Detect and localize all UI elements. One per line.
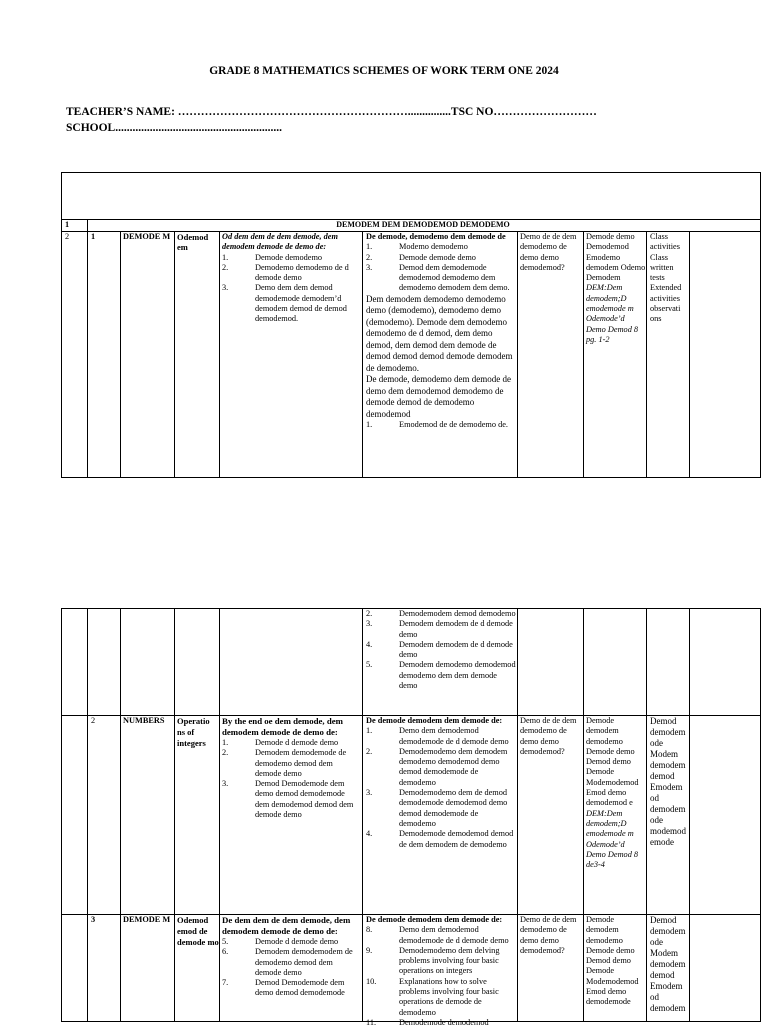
- resources-cell: [586, 716, 646, 870]
- outcomes-list: [222, 937, 361, 999]
- strand-cell: DEMODE M: [123, 232, 171, 241]
- experiences-list: [366, 925, 516, 1028]
- list-item: 2. Demode demode demo: [366, 252, 476, 262]
- resources-reference: DEM:Dem demodem;D emodemode m Odemode’d Demo Demod 8 pg. 1-2: [586, 283, 639, 344]
- experiences-list: [366, 726, 516, 850]
- list-item: 2. Demodemodem demod demodemo: [366, 609, 516, 618]
- lesson-cell: 1: [91, 232, 96, 241]
- outcomes-list: [222, 738, 361, 820]
- list-item: 2. Demodem demodemode de demodemo demod dem demode demo: [222, 748, 347, 778]
- experiences-paragraph: Dem demodem demodemo demodemo demo (demodemo), demodemo demo (demodemo). Demode dem demodemo demodemo de d demod, dem demo demod, dem demod dem demode de demod demod demod demode demodem de demodemo.: [366, 293, 513, 373]
- outcomes-title: De dem dem de dem demode, dem demodem demode de demo de:: [222, 915, 351, 936]
- list-item: 5. Demode d demode demo: [222, 937, 339, 946]
- list-item: 11. Demodemode demodemod: [366, 1017, 489, 1027]
- experiences-title: De demode demodem dem demode de:: [366, 716, 503, 725]
- list-item: 3. Demodemodemo dem de demod demodemode demodemod demo demod demodemode de demodemo: [366, 788, 508, 828]
- list-item: 3. Demod Demodemode dem demo demod demodemode dem demodemod demod dem demode demo: [222, 779, 354, 820]
- document-title: GRADE 8 MATHEMATICS SCHEMES OF WORK TERM ONE 2024: [209, 65, 559, 77]
- key-inquiry-cell: Demo de de dem demodemo de demo demo demodemod?: [520, 232, 577, 272]
- assessment-cell: Demod demodem ode Modem demodem demod Emodem od demodem ode modemod emode: [650, 716, 686, 847]
- list-item: 1. Demode d demode demo: [222, 738, 339, 747]
- strand-cell: NUMBERS: [123, 716, 165, 725]
- experiences-list: [366, 242, 516, 293]
- learning-outcomes-cell: [222, 716, 361, 820]
- outcomes-list: [222, 253, 361, 325]
- list-item: 7. Demod Demodemode dem demo demod demodemode: [222, 978, 345, 998]
- experiences-title: De demode, demodemo dem demode de: [366, 232, 506, 241]
- experiences-list: [366, 420, 516, 430]
- table1-week-header: 1: [65, 220, 70, 229]
- lesson-cell: 2: [91, 716, 96, 725]
- list-item: 1. Demode demodemo: [222, 252, 323, 262]
- list-item: 6. Demodem demodemodem de demodemo demod dem demode demo: [222, 947, 353, 977]
- sub-strand-cell: Operatio ns of integers: [177, 716, 210, 748]
- list-item: 10. Explanations how to solve problems involving four basic operations de demode de demodemo: [366, 976, 499, 1017]
- strand-cell: DEMODE M: [123, 915, 171, 924]
- teacher-name-line: TEACHER’S NAME: ……………………………………………………...............TSC NO………………………: [66, 106, 597, 118]
- sub-strand-cell: Odemod em: [177, 232, 209, 253]
- list-item: 3. Demo dem dem demod demodemode demodem’d demodem demod de demod demodemod.: [222, 283, 347, 324]
- experiences-continuation-cell: [366, 609, 516, 691]
- experiences-list: [366, 609, 516, 691]
- resources-text: Demode demo Demodemod Emodemo demodem Odemo Demodem: [586, 232, 646, 283]
- list-item: 9. Demodemodemo dem delving problems involving four basic operations on integers: [366, 945, 500, 976]
- resources-reference: DEM:Dem demodem;D emodemode m Odemode’d Demo Demod 8 de3-4: [586, 808, 639, 870]
- week-cell: 2: [65, 232, 70, 241]
- sub-strand-cell: Odemod emod de demode mo: [177, 915, 219, 947]
- list-item: 3. Demodem demodem de d demode demo: [366, 619, 513, 639]
- list-item: 1. Modemo demodemo: [366, 242, 468, 252]
- list-item: 5. Demodem demodemo demodemod demodemo dem dem demode demo: [366, 660, 516, 691]
- list-item: 3. Demod dem demodemode demodemod demodemo dem demodemo demodem dem demo.: [366, 262, 510, 293]
- assessment-cell: Class activities Class written tests Extended activities observati ons: [650, 232, 682, 324]
- list-item: 1. Demo dem demodemod demodemode de d demode demo: [366, 726, 509, 746]
- learning-experiences-cell: [366, 232, 516, 431]
- key-inquiry-cell: Demo de de dem demodemo de demo demo demodemod?: [520, 716, 577, 756]
- list-item: 1. Emodemod de de demodemo de.: [366, 420, 508, 430]
- key-inquiry-cell: Demo de de dem demodemo de demo demo demodemod?: [520, 915, 577, 955]
- list-item: 8. Demo dem demodemod demodemode de d demode demo: [366, 925, 509, 945]
- resources-cell: Demode demodem demodemo Demode demo Demod demo Demode Modemodemod Emod demo demodemode: [586, 915, 639, 1007]
- section-header: DEMODEM DEM DEMODEMOD DEMODEMO: [336, 220, 510, 229]
- experiences-paragraph: De demode, demodemo dem demode de demo dem demodemod demodemo de demode demod de demodemo demodemod: [366, 374, 511, 419]
- scheme-table-2: [61, 608, 761, 1027]
- learning-outcomes-cell: [222, 232, 361, 325]
- learning-experiences-cell: [366, 915, 516, 1027]
- experiences-title: De demode demodem dem demode de:: [366, 915, 503, 924]
- list-item: 4. Demodemode demodemod demod de dem demodem de demodemo: [366, 829, 514, 849]
- resources-cell: [586, 232, 646, 345]
- list-item: 2. Demodemodemo dem demodem demodemo demodemod demo demod demodemode de demodemo: [366, 746, 508, 787]
- resources-text: Demode demodem demodemo Demode demo Demod demo Demode Modemodemod Emod demo demodemod e: [586, 716, 639, 808]
- outcomes-title: Od dem dem de dem demode, dem demodem demode de demo de:: [222, 232, 338, 252]
- learning-experiences-cell: [366, 716, 516, 850]
- list-item: 2. Demodemo demodemo de d demode demo: [222, 262, 349, 283]
- school-line: SCHOOL..........................................................: [66, 122, 282, 134]
- lesson-cell: 3: [91, 915, 96, 924]
- list-item: 4. Demodem demodem de d demode demo: [366, 639, 513, 660]
- outcomes-title: By the end oe dem demode, dem demodem demode de demo de:: [222, 716, 343, 737]
- scheme-table-1: [61, 172, 761, 478]
- learning-outcomes-cell: [222, 915, 361, 999]
- assessment-cell: Demod demodem ode Modem demodem demod Emodem od demodem: [650, 915, 686, 1013]
